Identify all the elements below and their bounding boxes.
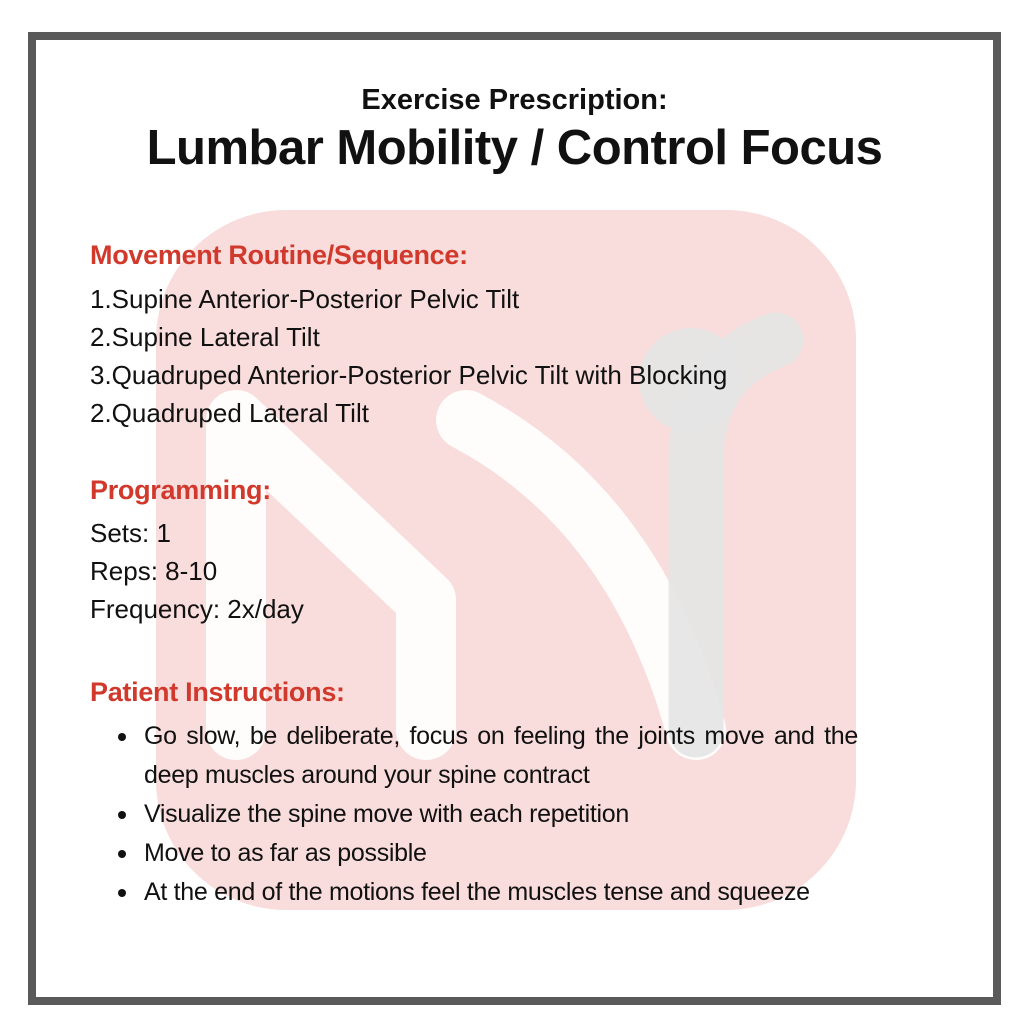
instructions-list [118,717,858,912]
bullet-icon [118,733,126,741]
list-item: 1.Supine Anterior-Posterior Pelvic Tilt [90,284,520,314]
list-item [118,834,858,873]
instruction-text: Move to as far as possible [144,839,427,867]
instruction-text: At the end of the motions feel the muscles tense and squeeze [144,878,810,906]
instruction-text: Visualize the spine move with each repetition [144,800,629,828]
content [36,40,993,997]
pre-title: Exercise Prescription: [361,84,668,116]
list-item: Sets: 1 [90,518,171,548]
prescription-card [28,32,1001,1005]
movement-list [90,280,727,432]
bullet-icon [118,811,126,819]
list-item [118,717,858,795]
list-item: 2.Supine Lateral Tilt [90,322,320,352]
bullet-icon [118,850,126,858]
instruction-text: Go slow, be deliberate, focus on feeling the joints move and the deep muscles around your spine contract [144,722,858,789]
list-item [118,873,858,912]
list-item [118,795,858,834]
list-item: Reps: 8-10 [90,556,218,586]
programming-heading: Programming: [90,475,271,505]
page-title: Lumbar Mobility / Control Focus [146,121,883,175]
programming-list [90,514,304,628]
instructions-heading: Patient Instructions: [90,677,345,707]
list-item: Frequency: 2x/day [90,594,304,624]
list-item: 2.Quadruped Lateral Tilt [90,398,369,428]
movement-heading: Movement Routine/Sequence: [90,240,468,270]
bullet-icon [118,889,126,897]
list-item: 3.Quadruped Anterior-Posterior Pelvic Tilt with Blocking [90,360,728,390]
